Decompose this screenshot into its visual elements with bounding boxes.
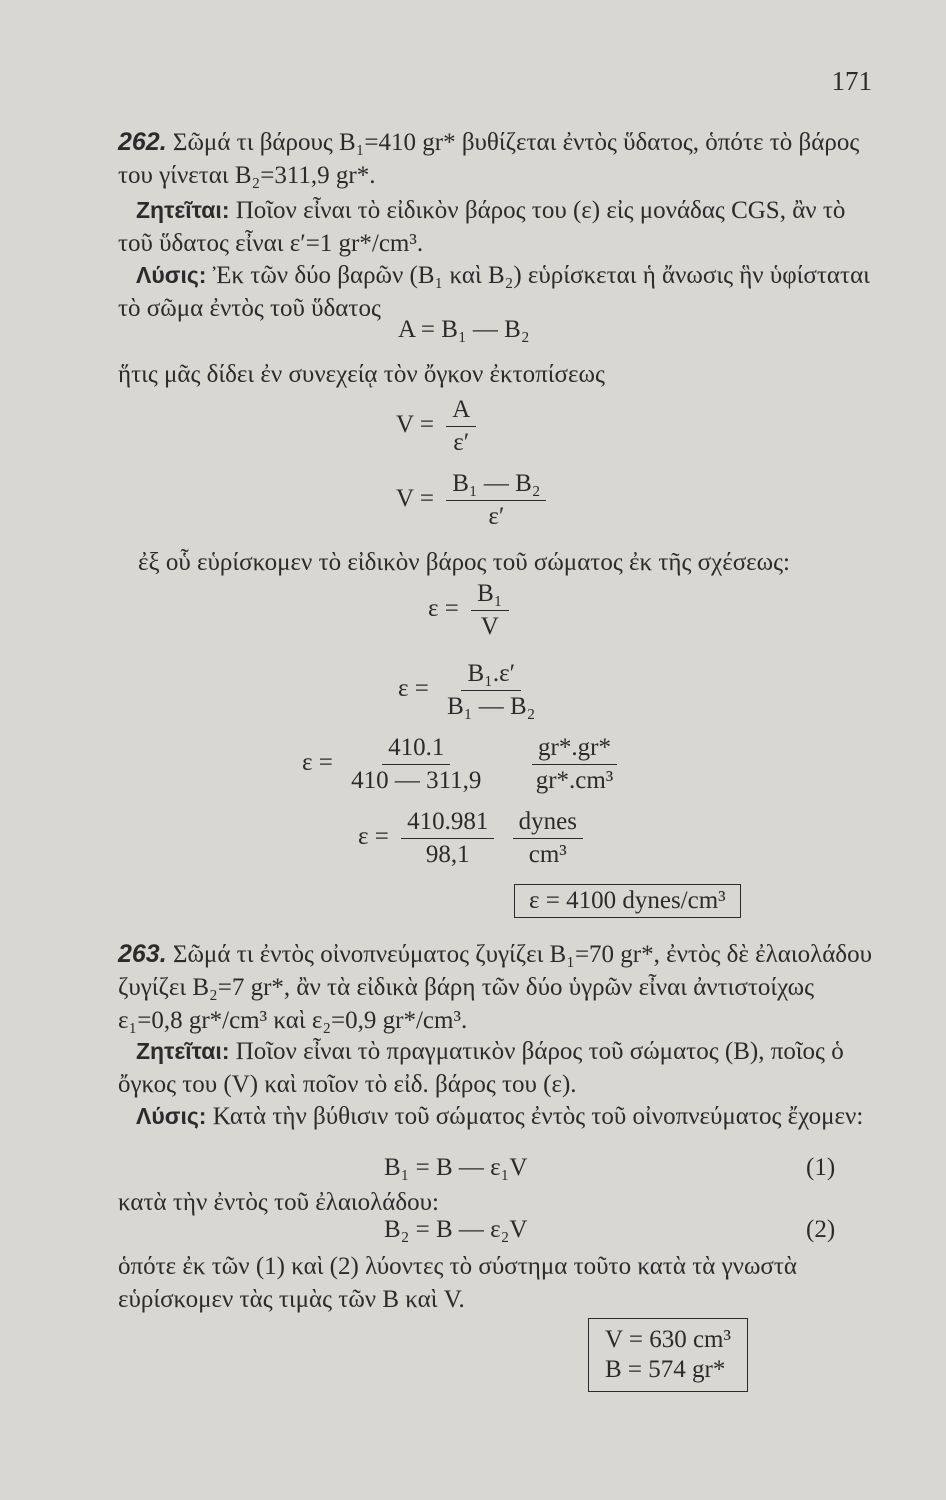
problem-263-intro — [118, 938, 876, 1037]
result-263 — [588, 1318, 748, 1392]
equation-volume-a: V = $\frac{A}{\varepsilon'}$ — [396, 396, 482, 457]
equation-1-tag: (1) — [806, 1154, 836, 1181]
equation-volume-b: V = $\frac{\text{B₁ — B₂}}{\varepsilon'}$ — [396, 470, 552, 531]
problem-262-request — [118, 194, 876, 260]
equation-2: B₂ = B — ε₂V — [384, 1216, 528, 1243]
equation-density-b: ε = $\frac{\text{B₁.ε′}}{\text{B₁ — B₂}}$ — [398, 660, 536, 720]
request-text: Ποῖον εἶναι τὸ εἰδικὸν βάρος του (ε) εἰς μονάδας CGS, ἂν τὸ τοῦ ὕδατος εἶναι ε′=1 gr*/cm³. — [118, 197, 846, 257]
solution-text: Ἐκ τῶν δύο βαρῶν (B₁ καὶ B₂) εὑρίσκεται ἡ ἄνωσις ἣν ὑφίσταται τὸ σῶμα ἐντὸς τοῦ ὕδατος — [118, 262, 870, 322]
page-number: 171 — [831, 66, 872, 96]
equation-density-numeric: ε = $\frac{410.1}{410 — 311,9}$ $\frac{gr*.gr*}{\text{gr*.cm³}}$ — [302, 734, 625, 795]
text-volume: ἥτις μᾶς δίδει ἐν συνεχείᾳ τὸν ὄγκον ἐκτοπίσεως — [118, 361, 605, 388]
solution-label: Λύσις: — [136, 1103, 207, 1129]
problem-text: Σῶμά τι βάρους B₁=410 gr* βυθίζεται ἐντὸς ὕδατος, ὁπότε τὸ βάρος του γίνεται B₂=311,9 gr*. — [118, 129, 860, 189]
problem-263-request — [118, 1035, 876, 1101]
solution-label: Λύσις: — [136, 262, 207, 288]
text-relation: ἐξ οὗ εὑρίσκομεν τὸ εἰδικὸν βάρος τοῦ σώματος ἐκ τῆς σχέσεως: — [138, 549, 790, 576]
problem-number: 263. — [118, 940, 167, 968]
request-label: Ζητεῖται: — [136, 1038, 230, 1064]
text-system: ὁπότε ἐκ τῶν (1) καὶ (2) λύοντες τὸ σύστημα τοῦτο κατὰ τὰ γνωστὰ εὑρίσκομεν τὰς τιμὰς τῶν B καὶ V. — [118, 1253, 798, 1313]
problem-263-solution — [118, 1100, 876, 1133]
equation-1: B₁ = B — ε₁V — [384, 1154, 528, 1181]
problem-text: Σῶμά τι ἐντὸς οἰνοπνεύματος ζυγίζει B₁=70 gr*, ἐντὸς δὲ ἐλαιολάδου ζυγίζει B₂=7 gr*, ἂν τὰ εἰδικὰ βάρη τῶν δύο ὑγρῶν εἶναι ἀντιστοίχως ε₁=0,8 gr*/cm³ καὶ ε₂=0,9 gr*/cm³. — [118, 941, 872, 1034]
result-weight: B = 574 gr* — [605, 1356, 726, 1383]
result-262: ε = 4100 dynes/cm³ — [514, 884, 741, 918]
request-label: Ζητεῖται: — [136, 197, 230, 223]
request-text: Ποῖον εἶναι τὸ πραγματικὸν βάρος τοῦ σώματος (B), ποῖος ὁ ὄγκος του (V) καὶ ποῖον τὸ εἰδ. βάρος του (ε). — [118, 1038, 844, 1098]
equation-2-tag: (2) — [806, 1216, 836, 1243]
problem-262-intro — [118, 126, 876, 192]
problem-number: 262. — [118, 128, 167, 156]
result-volume: V = 630 cm³ — [605, 1326, 731, 1353]
solution-text: Κατὰ τὴν βύθισιν τοῦ σώματος ἐντὸς τοῦ οἰνοπνεύματος ἔχομεν: — [212, 1103, 864, 1130]
text-olive-oil: κατὰ τὴν ἐντὸς τοῦ ἐλαιολάδου: — [118, 1189, 439, 1216]
equation-buoyancy: A = B₁ — B₂ — [398, 316, 530, 343]
equation-density-a: ε = $\frac{\text{B₁}}{V}$ — [428, 580, 515, 641]
equation-density-units: ε = $\frac{410.981}{98,1}$ $\frac{\text{dynes}}{\text{cm³}}$ — [358, 808, 589, 869]
